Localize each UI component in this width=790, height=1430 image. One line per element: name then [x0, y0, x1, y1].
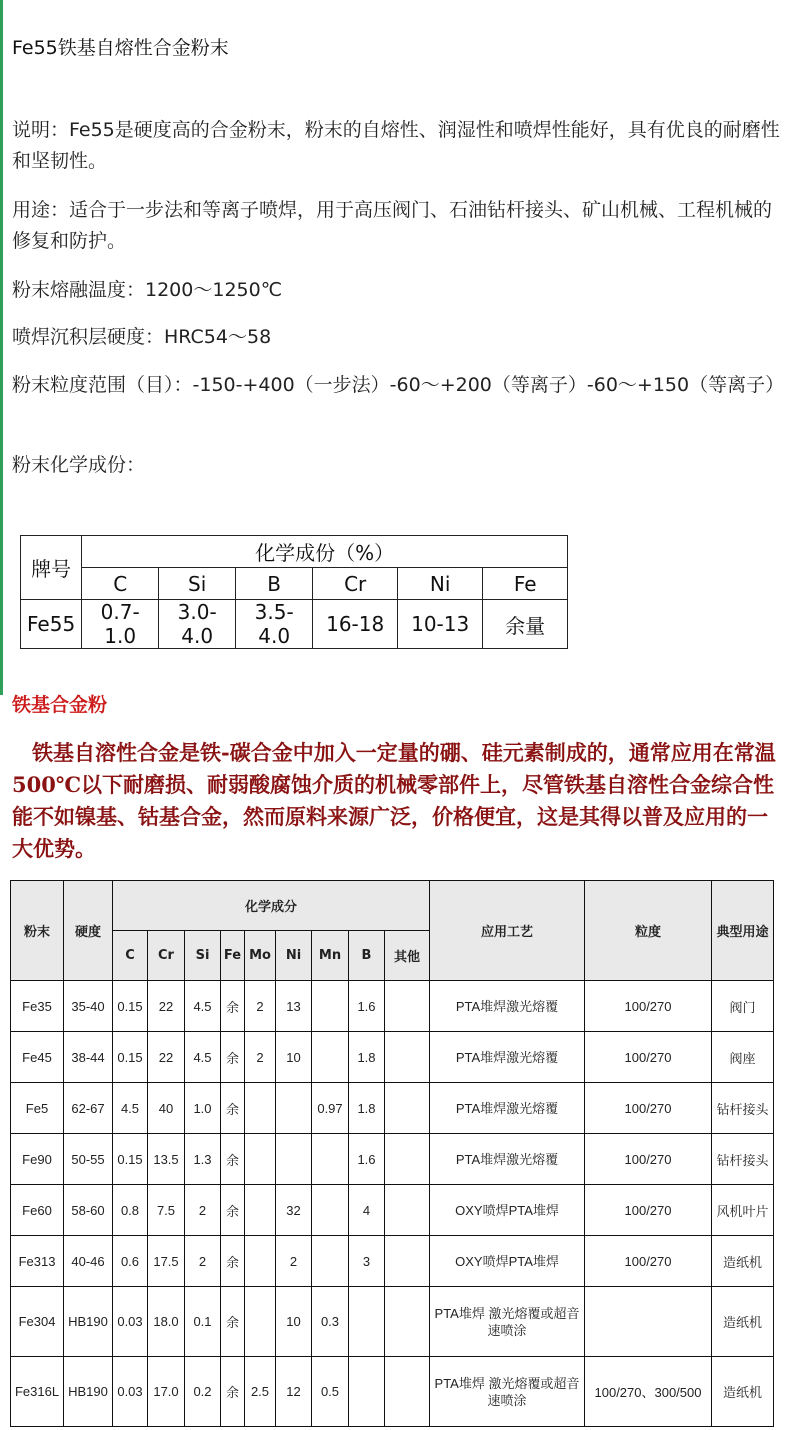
element-header: Fe: [221, 931, 245, 981]
hardness-text: 喷焊沉积层硬度：HRC54～58: [12, 326, 272, 348]
table-cell: 余: [221, 1236, 245, 1287]
table-cell: Fe304: [11, 1287, 64, 1357]
table-cell: Fe55: [21, 600, 82, 649]
particle-size-text: 粉末粒度范围（目）：-150-+400（一步法）-60～+200（等离子）-60～+150（等离子）: [12, 374, 785, 396]
table-cell: 余: [221, 1287, 245, 1357]
table-cell: 0.15: [113, 1134, 148, 1185]
table-cell: 12: [276, 1357, 312, 1427]
table-cell: [276, 1083, 312, 1134]
table-cell: Fe5: [11, 1083, 64, 1134]
table-cell: 13: [276, 981, 312, 1032]
powder-header: 粉末: [11, 881, 64, 981]
table-cell: 余: [221, 1083, 245, 1134]
table-row: [11, 1032, 774, 1083]
process-cell: PTA堆焊激光熔覆: [430, 1083, 585, 1134]
table-cell: 0.8: [113, 1185, 148, 1236]
process-cell: PTA堆焊激光熔覆: [430, 1134, 585, 1185]
table-cell: 2.5: [245, 1357, 276, 1427]
table-cell: 4.5: [185, 1032, 221, 1083]
table-cell: 1.8: [349, 1083, 385, 1134]
table-cell: [312, 1032, 349, 1083]
table-cell: 2: [185, 1185, 221, 1236]
element-header: Mo: [245, 931, 276, 981]
table-cell: 18.0: [148, 1287, 185, 1357]
table-cell: Fe60: [11, 1185, 64, 1236]
table-cell: 2: [185, 1236, 221, 1287]
table-cell: 0.97: [312, 1083, 349, 1134]
table-cell: 造纸机: [712, 1236, 774, 1287]
table-cell: 2: [245, 1032, 276, 1083]
table-cell: 2: [245, 981, 276, 1032]
table-cell: [312, 1134, 349, 1185]
melt-temperature-text: 粉末熔融温度：1200～1250℃: [12, 279, 283, 301]
table-cell: 58-60: [64, 1185, 113, 1236]
table-cell: 100/270: [585, 1032, 712, 1083]
table-cell: 0.03: [113, 1357, 148, 1427]
left-accent-rule: [0, 0, 3, 695]
table-cell: [349, 1357, 385, 1427]
process-cell: PTA堆焊激光熔覆: [430, 981, 585, 1032]
table-cell: 1.6: [349, 981, 385, 1032]
process-cell: PTA堆焊 激光熔覆或超音速喷涂: [430, 1357, 585, 1427]
description-text: 说明：Fe55是硬度高的合金粉末，粉末的自熔性、润湿性和喷焊性能好，具有优良的耐磨性和坚韧性。: [12, 119, 780, 172]
table-cell: [385, 1134, 430, 1185]
table-cell: 10-13: [398, 600, 483, 649]
table-cell: 17.0: [148, 1357, 185, 1427]
table-row: [11, 1236, 774, 1287]
table-cell: Fe45: [11, 1032, 64, 1083]
chemical-composition-label: 粉末化学成份：: [12, 454, 146, 476]
table-cell: 3.0-4.0: [159, 600, 236, 649]
table-cell: 22: [148, 1032, 185, 1083]
table-cell: [312, 1236, 349, 1287]
table-cell: 35-40: [64, 981, 113, 1032]
table-cell: 40-46: [64, 1236, 113, 1287]
table-cell: [245, 1185, 276, 1236]
element-header: B: [236, 568, 313, 600]
table-cell: [245, 1083, 276, 1134]
page-title: Fe55铁基自熔性合金粉末: [12, 37, 229, 59]
table-cell: 阀座: [712, 1032, 774, 1083]
table-cell: 0.7-1.0: [82, 600, 159, 649]
table-cell: [312, 1185, 349, 1236]
table-cell: 钻杆接头: [712, 1134, 774, 1185]
table-cell: 阀门: [712, 981, 774, 1032]
table-row: [21, 600, 568, 649]
table-cell: 余: [221, 1357, 245, 1427]
table-cell: 1.8: [349, 1032, 385, 1083]
table-cell: Fe35: [11, 981, 64, 1032]
element-header: Ni: [398, 568, 483, 600]
size-header: 粒度: [585, 881, 712, 981]
table-cell: 13.5: [148, 1134, 185, 1185]
table-cell: [385, 1083, 430, 1134]
element-header: Si: [159, 568, 236, 600]
table-cell: 2: [276, 1236, 312, 1287]
element-header: Ni: [276, 931, 312, 981]
table-cell: 62-67: [64, 1083, 113, 1134]
table-cell: [245, 1134, 276, 1185]
table-row: [11, 1287, 774, 1357]
table-cell: 余: [221, 1032, 245, 1083]
table-cell: Fe313: [11, 1236, 64, 1287]
table-cell: 17.5: [148, 1236, 185, 1287]
table-cell: 0.3: [312, 1287, 349, 1357]
element-header: Mn: [312, 931, 349, 981]
table-cell: 40: [148, 1083, 185, 1134]
table-cell: 100/270、300/500: [585, 1357, 712, 1427]
table-cell: 100/270: [585, 1236, 712, 1287]
table-cell: 10: [276, 1032, 312, 1083]
table-cell: 100/270: [585, 1083, 712, 1134]
table-cell: Fe90: [11, 1134, 64, 1185]
table-cell: [385, 1287, 430, 1357]
table-cell: [385, 1185, 430, 1236]
table-cell: [385, 981, 430, 1032]
table-cell: 余: [221, 1134, 245, 1185]
table-cell: 0.15: [113, 1032, 148, 1083]
table-cell: 0.03: [113, 1287, 148, 1357]
table-cell: 0.6: [113, 1236, 148, 1287]
element-header: Si: [185, 931, 221, 981]
table-row: [11, 1134, 774, 1185]
table-cell: HB190: [64, 1357, 113, 1427]
table-cell: 余: [221, 981, 245, 1032]
table-cell: 0.5: [312, 1357, 349, 1427]
table-cell: 4: [349, 1185, 385, 1236]
iron-alloy-table: [10, 880, 774, 1427]
table-row: [11, 1083, 774, 1134]
table-cell: 0.1: [185, 1287, 221, 1357]
table-cell: 7.5: [148, 1185, 185, 1236]
table-cell: 10: [276, 1287, 312, 1357]
table-cell: 1.6: [349, 1134, 385, 1185]
table-cell: [276, 1134, 312, 1185]
table-cell: 100/270: [585, 1134, 712, 1185]
table-cell: [245, 1236, 276, 1287]
process-cell: PTA堆焊 激光熔覆或超音速喷涂: [430, 1287, 585, 1357]
table-cell: 32: [276, 1185, 312, 1236]
table-row: [11, 1185, 774, 1236]
element-header: C: [82, 568, 159, 600]
table-row: [11, 1357, 774, 1427]
element-header: C: [113, 931, 148, 981]
table-cell: 0.2: [185, 1357, 221, 1427]
element-header: Cr: [313, 568, 398, 600]
table-cell: [585, 1287, 712, 1357]
table-cell: 3: [349, 1236, 385, 1287]
table-cell: [385, 1032, 430, 1083]
composition-group-header: 化学成份（%）: [82, 536, 568, 568]
table-cell: 钻杆接头: [712, 1083, 774, 1134]
table-cell: [385, 1236, 430, 1287]
table-cell: [245, 1287, 276, 1357]
table-cell: [385, 1357, 430, 1427]
table-cell: 余: [221, 1185, 245, 1236]
fe55-composition-table: [20, 535, 568, 649]
usage-header: 典型用途: [712, 881, 774, 981]
process-header: 应用工艺: [430, 881, 585, 981]
brand-header: 牌号: [21, 536, 82, 600]
table-cell: 3.5-4.0: [236, 600, 313, 649]
table-cell: 造纸机: [712, 1357, 774, 1427]
table-cell: 4.5: [113, 1083, 148, 1134]
table-cell: Fe316L: [11, 1357, 64, 1427]
process-cell: PTA堆焊激光熔覆: [430, 1032, 585, 1083]
table-cell: HB190: [64, 1287, 113, 1357]
table-cell: 1.3: [185, 1134, 221, 1185]
process-cell: OXY喷焊PTA堆焊: [430, 1185, 585, 1236]
table-cell: 余量: [483, 600, 568, 649]
section-title: 铁基合金粉: [12, 694, 108, 716]
table-cell: 22: [148, 981, 185, 1032]
element-header: Cr: [148, 931, 185, 981]
table-cell: 4.5: [185, 981, 221, 1032]
table-cell: 38-44: [64, 1032, 113, 1083]
chem-header: 化学成分: [113, 881, 430, 931]
usage-text: 用途：适合于一步法和等离子喷焊，用于高压阀门、石油钻杆接头、矿山机械、工程机械的修复和防护。: [12, 199, 773, 252]
table-cell: [349, 1287, 385, 1357]
table-cell: 0.15: [113, 981, 148, 1032]
table-cell: 1.0: [185, 1083, 221, 1134]
element-header: Fe: [483, 568, 568, 600]
element-header: B: [349, 931, 385, 981]
table-cell: 造纸机: [712, 1287, 774, 1357]
table-row: [11, 981, 774, 1032]
table-cell: 100/270: [585, 1185, 712, 1236]
table-cell: 风机叶片: [712, 1185, 774, 1236]
section-text: 铁基自溶性合金是铁-碳合金中加入一定量的硼、硅元素制成的，通常应用在常温500℃以下耐磨损、耐弱酸腐蚀介质的机械零部件上，尽管铁基自溶性合金综合性能不如镍基、钴基合金，然而原料来源广泛，价格便宜，这是其得以普及应用的一大优势。: [12, 740, 776, 861]
process-cell: OXY喷焊PTA堆焊: [430, 1236, 585, 1287]
table-cell: 16-18: [313, 600, 398, 649]
table-cell: 100/270: [585, 981, 712, 1032]
table-cell: [312, 981, 349, 1032]
hardness-header: 硬度: [64, 881, 113, 981]
table-cell: 50-55: [64, 1134, 113, 1185]
element-header: 其他: [385, 931, 430, 981]
